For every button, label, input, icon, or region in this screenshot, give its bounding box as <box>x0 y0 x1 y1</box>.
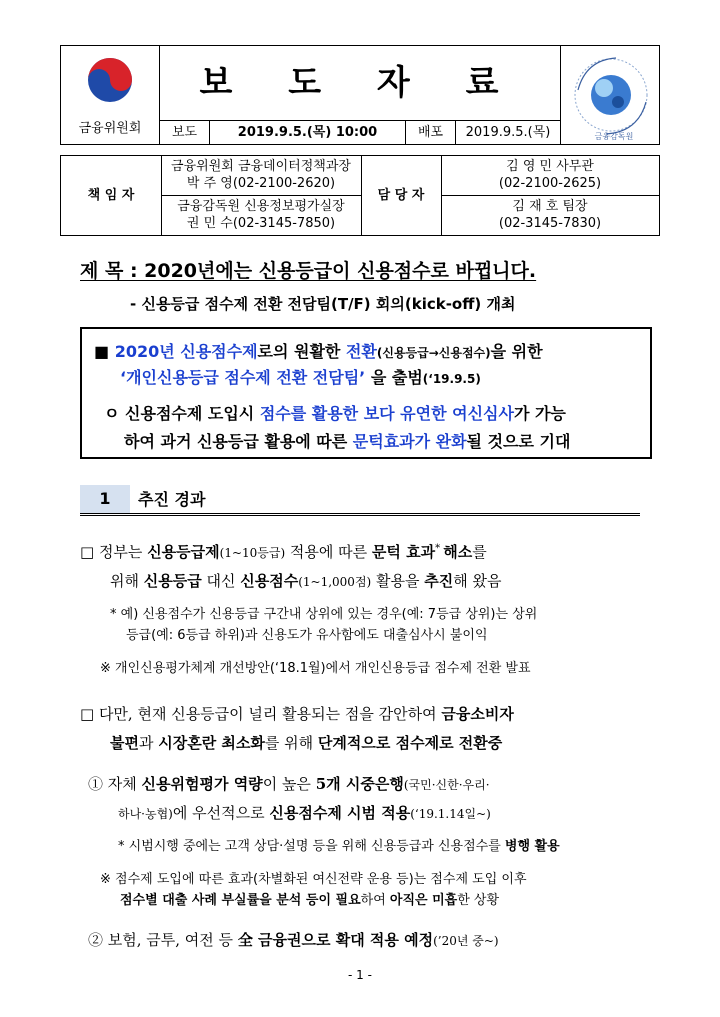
note-4-line-2: 점수별 대출 사례 부실률을 분석 등이 필요하여 아직은 미흡한 상황 <box>120 893 500 908</box>
note-1-line-2: 등급(예: 6등급 하위)과 신용도가 유사함에도 대출심사시 불이익 <box>126 628 488 643</box>
summary-line-1: ■ 2020년 신용점수제로의 원활한 전환(신용등급→신용점수)을 위한 <box>94 342 543 361</box>
para-4: ② 보험, 금투, 여전 등 全 금융권으로 확대 적용 예정(’20년 중~) <box>88 931 499 949</box>
note-4-line-1: ※ 점수제 도입에 따른 효과(차별화된 여신전략 운용 등)는 점수제 도입 이후 <box>100 872 527 887</box>
para-2-line-2: 불편과 시장혼란 최소화를 위해 단계적으로 점수제로 전환중 <box>110 734 503 752</box>
fsc-emblem-icon <box>87 57 133 103</box>
distribute-value: 2019.9.5.(목) <box>465 125 551 140</box>
subject-title: 제 목 : 2020년에는 신용등급이 신용점수로 바뀝니다. <box>80 260 537 282</box>
resp1-line2: 박 주 영(02-2100-2620) <box>186 176 336 191</box>
charge1-line1: 김 영 민 사무관 <box>506 159 594 174</box>
fss-name: 금융감독원 <box>594 132 634 141</box>
para-1-line-2: 위해 신용등급 대신 신용점수(1~1,000점) 활용을 추진해 왔음 <box>110 572 502 590</box>
fss-emblem-icon <box>566 50 656 140</box>
release-info-row <box>160 120 560 145</box>
charge2-line1: 김 재 호 팀장 <box>512 199 588 214</box>
page-title: 보 도 자 료 <box>199 63 521 103</box>
distribute-label: 배포 <box>406 121 456 145</box>
summary-line-2: ‘개인신용등급 점수제 전환 전담팀’ 을 출범(‘19.9.5) <box>120 368 481 387</box>
org-name: 금융위원회 <box>78 121 142 136</box>
resp2-line1: 금융감독원 신용정보평가실장 <box>177 199 345 214</box>
release-label: 보도 <box>160 121 210 145</box>
subject-subtitle: - 신용등급 점수제 전환 전담팀(T/F) 회의(kick-off) 개최 <box>130 295 516 313</box>
section-divider <box>80 513 640 516</box>
section-title: 추진 경과 <box>138 490 206 509</box>
note-1-line-1: * 예) 신용점수가 신용등급 구간내 상위에 있는 경우(예: 7등급 상위)는 상위 <box>110 607 538 622</box>
note-2: ※ 개인신용평가체계 개선방안(‘18.1월)에서 개인신용등급 점수제 전환 발표 <box>100 661 531 676</box>
para-3-line-1: ① 자체 신용위험평가 역량이 높은 5개 시중은행(국민·신한·우리· <box>88 775 490 793</box>
release-value: 2019.9.5.(목) 10:00 <box>210 121 406 145</box>
resp2-line2: 권 민 수(02-3145-7850) <box>186 216 336 231</box>
charge1-line2: (02-2100-2625) <box>498 176 602 191</box>
resp1-line1: 금융위원회 금융데이터정책과장 <box>171 159 351 174</box>
para-2-line-1: □ 다만, 현재 신용등급이 널리 활용되는 점을 감안하여 금융소비자 <box>80 705 514 723</box>
summary-line-3: ㅇ 신용점수제 도입시 점수를 활용한 보다 유연한 여신심사가 가능 <box>104 404 566 423</box>
page-number: - 1 - <box>348 968 372 982</box>
note-3: * 시범시행 중에는 고객 상담·설명 등을 위해 신용등급과 신용점수를 병행 활용 <box>118 839 560 854</box>
fss-logo-cell <box>560 45 660 145</box>
summary-line-4: 하여 과거 신용등급 활용에 따른 문턱효과가 완화될 것으로 기대 <box>124 432 571 451</box>
para-3-line-2: 하나·농협)에 우선적으로 신용점수제 시범 적용(‘19.1.14일~) <box>118 804 491 822</box>
fsc-logo-cell <box>60 45 160 145</box>
para-1-line-1: □ 정부는 신용등급제(1~10등급) 적용에 따른 문턱 효과* 해소를 <box>80 543 487 561</box>
summary-box <box>80 327 652 459</box>
charge2-line2: (02-3145-7830) <box>498 216 602 231</box>
charge-label: 담 당 자 <box>377 188 425 203</box>
section-number: 1 <box>80 485 130 513</box>
responsible-table <box>60 155 660 236</box>
resp-label: 책 임 자 <box>87 188 135 203</box>
